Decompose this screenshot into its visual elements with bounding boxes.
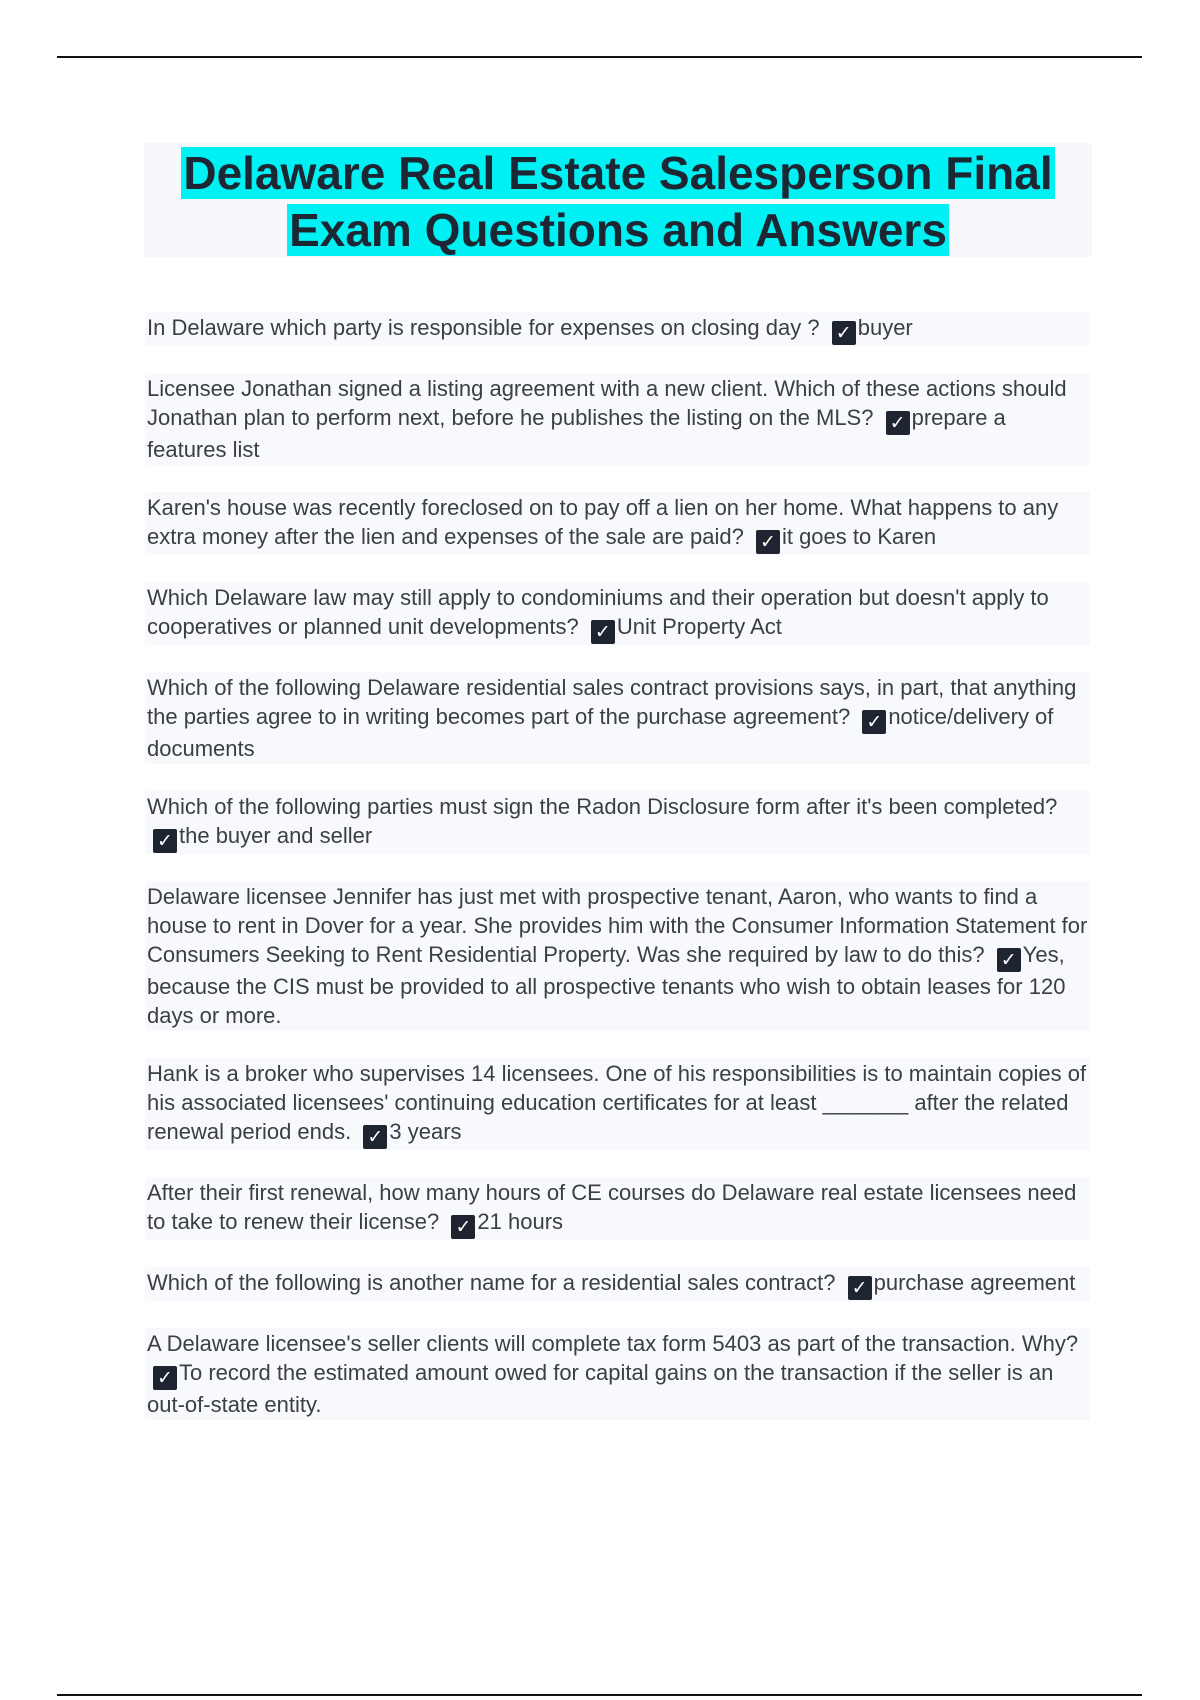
answer-text: 3 years (389, 1119, 462, 1144)
check-box-icon: ✓ (153, 829, 177, 853)
qa-item (145, 1177, 1090, 1240)
qa-item (145, 881, 1090, 1031)
qa-item (145, 582, 1090, 645)
question-text: In Delaware which party is responsible for expenses on closing day ? (147, 315, 820, 340)
question-text: A Delaware licensee's seller clients will complete tax form 5403 as part of the transaction. Why? (147, 1331, 1079, 1356)
answer-text: Yes, because the CIS must be provided to all prospective tenants who wish to obtain leases for 120 days or more. (147, 942, 1066, 1028)
answer-text: notice/delivery of documents (147, 704, 1054, 761)
title-block (144, 143, 1092, 257)
check-box-icon: ✓ (832, 321, 856, 345)
question-text: Which of the following Delaware residential sales contract provisions says, in part, that anything the parties agree to in writing becomes part of the purchase agreement? (147, 675, 1077, 729)
check-box-icon: ✓ (451, 1215, 475, 1239)
check-box-icon: ✓ (591, 620, 615, 644)
question-text: Karen's house was recently foreclosed on to pay off a lien on her home. What happens to any extra money after the lien and expenses of the sale are paid? (147, 495, 1059, 549)
answer-text: Unit Property Act (616, 614, 782, 639)
qa-item (145, 492, 1090, 555)
title-line-1: Delaware Real Estate Salesperson Final (183, 147, 1053, 199)
check-box-icon: ✓ (756, 530, 780, 554)
qa-item (145, 672, 1090, 764)
answer-text: To record the estimated amount owed for capital gains on the transaction if the seller is an out-of-state entity. (147, 1360, 1054, 1417)
question-text: Hank is a broker who supervises 14 licensees. One of his responsibilities is to maintain copies of his associated licensees' continuing education certificates for at least _______ after the related renewal period ends. (147, 1061, 1087, 1144)
qa-item (145, 1328, 1090, 1420)
question-text: Licensee Jonathan signed a listing agreement with a new client. Which of these actions should Jonathan plan to perform next, before he publishes the listing on the MLS? (147, 376, 1067, 430)
question-text: Which of the following parties must sign the Radon Disclosure form after it's been completed? (147, 794, 1058, 819)
qa-item (145, 1058, 1090, 1150)
question-text: After their first renewal, how many hours of CE courses do Delaware real estate licensees need to take to renew their license? (147, 1180, 1077, 1234)
check-box-icon: ✓ (153, 1366, 177, 1390)
question-text: Delaware licensee Jennifer has just met with prospective tenant, Aaron, who wants to find a house to rent in Dover for a year. She provides him with the Consumer Information Statement for Consumers Seeking to Rent Residential Property. Was she required by law to do this? (147, 884, 1088, 967)
check-box-icon: ✓ (886, 411, 910, 435)
document-title (144, 143, 1092, 259)
question-text: Which of the following is another name for a residential sales contract? (147, 1270, 836, 1295)
answer-text: purchase agreement (873, 1270, 1076, 1295)
qa-item (145, 1267, 1090, 1301)
answer-text: buyer (857, 315, 913, 340)
header-rule (57, 56, 1142, 58)
check-box-icon: ✓ (363, 1125, 387, 1149)
check-box-icon: ✓ (848, 1276, 872, 1300)
title-line-2: Exam Questions and Answers (289, 204, 947, 256)
answer-text: 21 hours (477, 1209, 564, 1234)
answer-text: it goes to Karen (781, 524, 937, 549)
footer-rule (57, 1694, 1142, 1696)
check-box-icon: ✓ (997, 948, 1021, 972)
qa-list (145, 312, 1090, 1447)
answer-text: the buyer and seller (179, 823, 373, 848)
qa-item (145, 312, 1090, 346)
answer-text: prepare a features list (147, 405, 1006, 462)
qa-item (145, 373, 1090, 465)
question-text: Which Delaware law may still apply to condominiums and their operation but doesn't apply to cooperatives or planned unit developments? (147, 585, 1049, 639)
qa-item (145, 791, 1090, 854)
check-box-icon: ✓ (862, 710, 886, 734)
